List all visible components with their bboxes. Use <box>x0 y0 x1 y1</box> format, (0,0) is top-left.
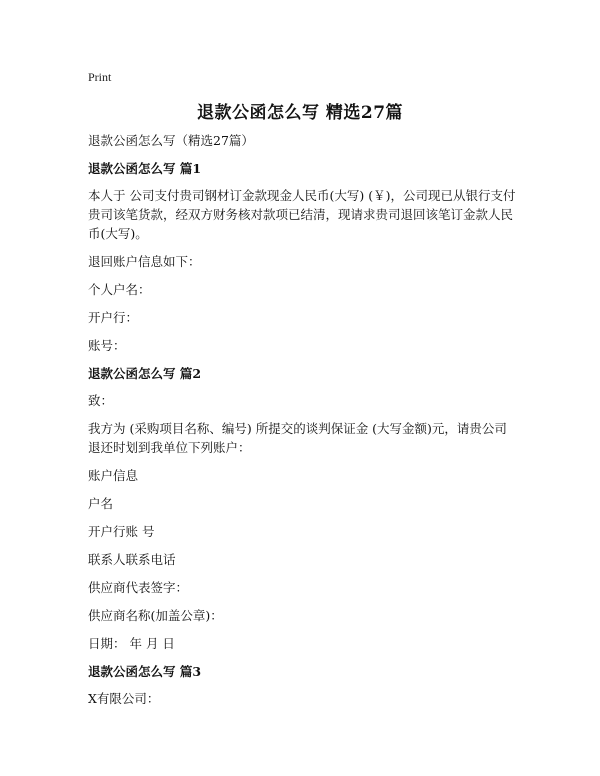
document-title: 退款公函怎么写 精选27篇 <box>196 103 404 123</box>
paragraph: 账户信息 <box>88 468 139 483</box>
paragraph: 退回账户信息如下： <box>88 254 201 269</box>
paragraph: 日期： 年 月 日 <box>88 636 175 651</box>
paragraph: 致： <box>88 393 114 408</box>
paragraph: 供应商代表签字： <box>88 580 189 595</box>
document-body <box>88 131 516 717</box>
section-heading-2: 退款公函怎么写 篇2 <box>88 366 202 381</box>
paragraph: 我方为 (采购项目名称、编号) 所提交的谈判保证金 (大写金额)元，请贵公司退还时划到我单位下列账户： <box>88 421 507 455</box>
print-label[interactable]: Print <box>88 70 112 84</box>
paragraph: 开户行账 号 <box>88 524 155 539</box>
paragraph: 供应商名称(加盖公章)： <box>88 608 223 623</box>
document-subtitle: 退款公函怎么写（精选27篇） <box>88 133 254 148</box>
section-heading-1: 退款公函怎么写 篇1 <box>88 161 202 176</box>
section-heading-3: 退款公函怎么写 篇3 <box>88 664 202 679</box>
paragraph: 联系人联系电话 <box>88 552 176 567</box>
paragraph: 本人于 公司支付贵司钢材订金款现金人民币(大写) (￥)，公司现已从银行支付贵司该笔货款，经双方财务核对款项已结清，现请求贵司退回该笔订金款人民币(大写)。 <box>88 188 516 241</box>
paragraph: 户名 <box>88 496 114 511</box>
paragraph: 个人户名： <box>88 282 151 297</box>
paragraph: 开户行： <box>88 310 139 325</box>
paragraph: 账号： <box>88 338 126 353</box>
paragraph: X有限公司： <box>88 691 160 706</box>
